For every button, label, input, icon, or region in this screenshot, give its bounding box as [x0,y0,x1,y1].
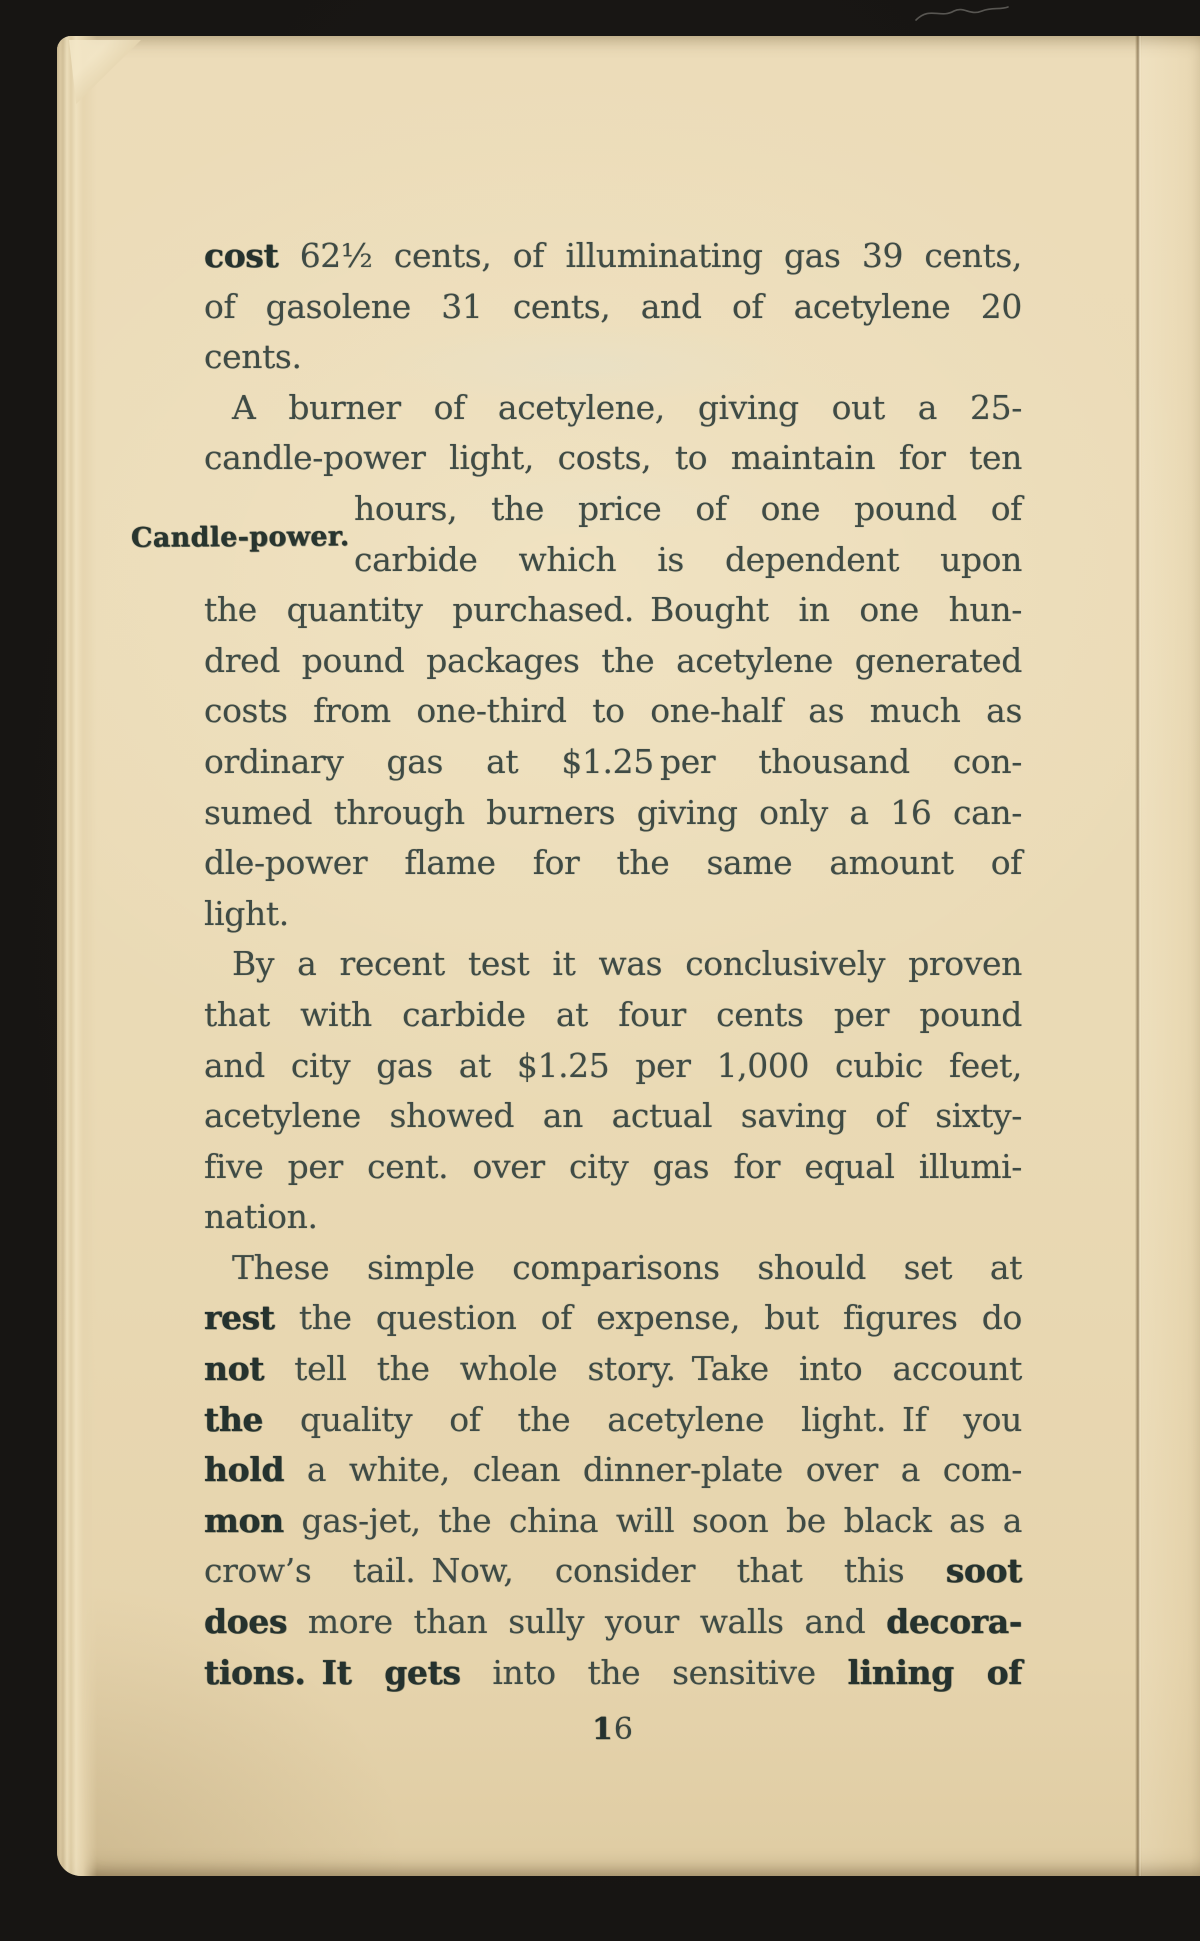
dogear-fold [69,40,141,104]
book-page [57,36,1200,1876]
text-run: costs from one-third to one-half as much as [204,691,1022,731]
text-line [204,585,1022,636]
text-run: five per cent. over city gas for equal illumi- [204,1146,1022,1186]
stamped-text-run: hold [204,1450,285,1490]
text-line [204,1395,1022,1446]
text-run: By a recent test it was conclusively proven [232,944,1022,984]
text-line [204,889,1022,940]
text-run: These simple comparisons should set at [232,1247,1022,1287]
text-run: and city gas at $1.25 per 1,000 cubic feet, [204,1045,1022,1085]
page-number-digit: 6 [613,1712,634,1747]
text-run: dred pound packages the acetylene generated [204,640,1022,680]
stamped-text-run: not [204,1349,265,1389]
body-text-column [204,231,1022,1698]
page-edge-stack [57,36,97,1876]
text-line [204,686,1022,737]
stamped-text-run: the [204,1399,264,1439]
stamped-text-run: It gets [305,1652,461,1692]
stamped-text-run: decora- [886,1602,1022,1642]
text-line [204,231,1022,282]
stamped-text-run: lining of [847,1652,1022,1692]
text-line [204,332,1022,383]
text-line [204,1597,1022,1648]
stamped-text-run: cost [204,236,279,275]
text-line [204,383,1022,434]
stamped-text-run: tions. [204,1652,306,1692]
text-line [204,1344,1022,1395]
text-run: acetylene showed an actual saving of sixty- [204,1096,1022,1136]
text-line [354,484,1022,535]
stamped-text-run: soot [945,1551,1022,1591]
text-run: the question of expense, but figures do [274,1298,1022,1338]
text-run: nation. [204,1197,318,1237]
text-run: crow’s tail. Now, consider that this [204,1551,946,1591]
text-run: light. [204,893,289,933]
gutter-crease [1135,36,1142,1876]
text-line [204,1648,1022,1699]
text-line [204,1293,1022,1344]
text-line [204,1192,1022,1243]
text-line [204,1041,1022,1092]
scratch-mark [912,2,1012,26]
gutter-region [1142,36,1200,1876]
text-line [204,990,1022,1041]
text-line [204,636,1022,687]
text-run: cents. [204,337,302,377]
text-run: the quantity purchased. Bought in one hun- [204,590,1022,630]
page-number-digit: 1 [592,1712,614,1747]
text-line [204,1091,1022,1142]
text-line [204,1546,1022,1597]
text-line [204,788,1022,839]
text-run: candle-power light, costs, to maintain for ten [204,438,1022,478]
page-number [204,1712,1022,1747]
text-run: tell the whole story. Take into account [264,1349,1022,1389]
text-line [204,1496,1022,1547]
text-run: gas-jet, the china will soon be black as a [283,1500,1022,1540]
text-run: 62½ cents, of illuminating gas 39 cents, [278,236,1022,275]
text-run: a white, clean dinner-plate over a com- [284,1450,1022,1490]
text-line [204,1142,1022,1193]
text-run: more than sully your walls and [287,1602,887,1642]
stamped-text-run: does [204,1602,288,1642]
text-line [204,282,1022,333]
text-run: that with carbide at four cents per pound [204,994,1022,1034]
text-line [204,838,1022,889]
text-run: hours, the price of one pound of [354,488,1022,528]
text-line [354,535,1022,586]
text-line [204,1445,1022,1496]
text-run: quality of the acetylene light. If you [263,1399,1022,1439]
sidehead-label: Candle-power. [130,521,350,554]
text-line [204,433,1022,484]
text-line [204,1243,1022,1294]
text-line [204,737,1022,788]
text-run: dle-power flame for the same amount of [204,843,1022,883]
text-run: sumed through burners giving only a 16 can- [204,792,1022,832]
text-run: of gasolene 31 cents, and of acetylene 20 [204,286,1022,326]
text-run: into the sensitive [460,1652,848,1692]
text-run: carbide which is dependent upon [354,539,1022,579]
stamped-text-run: mon [204,1500,284,1540]
text-line [204,939,1022,990]
text-run: A burner of acetylene, giving out a 25- [232,387,1022,427]
text-run: ordinary gas at $1.25 per thousand con- [204,741,1022,781]
stamped-text-run: rest [204,1298,275,1338]
